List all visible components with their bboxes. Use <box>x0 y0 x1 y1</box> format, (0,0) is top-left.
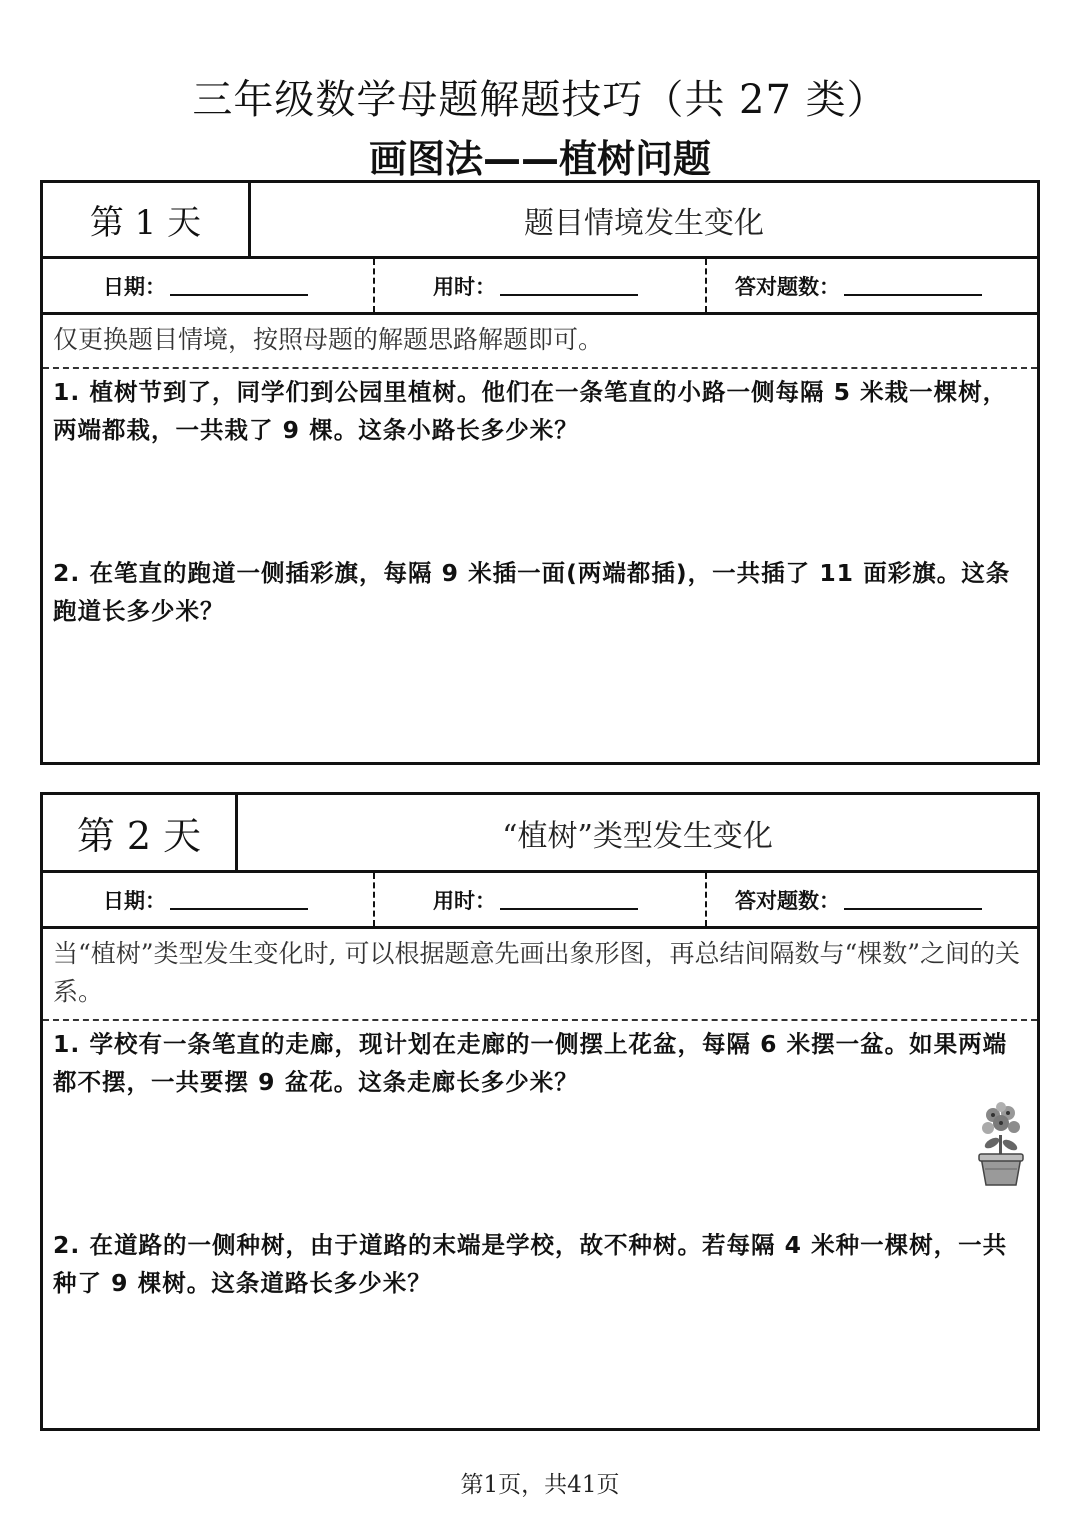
day-2-question-2: 2. 在道路的一侧种树，由于道路的末端是学校，故不种树。若每隔 4 米种一棵树，一共种了 9 棵树。这条道路长多少米？ <box>53 1231 1008 1297</box>
page-subtitle: 画图法——植树问题 <box>368 137 711 181</box>
day-1-question-1: 1. 植树节到了，同学们到公园里植树。他们在一条笔直的小路一侧每隔 5 米栽一棵树，两端都栽，一共栽了 9 棵。这条小路长多少米？ <box>53 378 1008 444</box>
day-2-hint: 当“植树”类型发生变化时, 可以根据题意先画出象形图，再总结间隔数与“棵数”之间的关系。 <box>43 929 1037 1021</box>
flower-pot-icon <box>975 1101 1027 1187</box>
correct-blank[interactable] <box>844 890 982 910</box>
day-1-time-field[interactable] <box>375 259 707 312</box>
day-1-header <box>43 183 1037 259</box>
correct-label: 答对题数： <box>735 274 840 299</box>
time-label: 用时： <box>433 274 496 299</box>
correct-label: 答对题数： <box>735 888 840 913</box>
day-2-label: 第 2 天 <box>43 795 238 870</box>
day-2-time-field[interactable] <box>375 873 707 926</box>
day-2-section <box>40 792 1040 1431</box>
day-2-date-field[interactable] <box>43 873 375 926</box>
time-blank[interactable] <box>500 890 638 910</box>
day-2-topic: “植树”类型发生变化 <box>502 818 773 854</box>
date-blank[interactable] <box>170 890 308 910</box>
date-label: 日期： <box>103 274 166 299</box>
day-2-correct-field[interactable] <box>707 873 1037 926</box>
day-1-date-field[interactable] <box>43 259 375 312</box>
day-1-hint: 仅更换题目情境，按照母题的解题思路解题即可。 <box>43 315 1037 369</box>
day-1-correct-field[interactable] <box>707 259 1037 312</box>
day-2-question-1: 1. 学校有一条笔直的走廊，现计划在走廊的一侧摆上花盆，每隔 6 米摆一盆。如果两端都不摆，一共要摆 9 盆花。这条走廊长多少米？ <box>53 1030 1008 1096</box>
page-title: 三年级数学母题解题技巧（共 27 类） <box>192 77 888 123</box>
day-2-question-1-wrapper <box>43 1021 1037 1226</box>
day-2-header <box>43 795 1037 873</box>
page-footer: 第1页，共41页 <box>460 1472 620 1498</box>
day-1-topic: 题目情境发生变化 <box>524 205 764 241</box>
day-1-question-2: 2. 在笔直的跑道一侧插彩旗，每隔 9 米插一面(两端都插)，一共插了 11 面彩旗。这条跑道长多少米？ <box>53 559 1011 625</box>
date-label: 日期： <box>103 888 166 913</box>
time-label: 用时： <box>433 888 496 913</box>
correct-blank[interactable] <box>844 276 982 296</box>
day-1-section <box>40 180 1040 765</box>
time-blank[interactable] <box>500 276 638 296</box>
day-1-label: 第 1 天 <box>43 183 251 256</box>
date-blank[interactable] <box>170 276 308 296</box>
day-2-record-row <box>43 873 1037 929</box>
day-1-record-row <box>43 259 1037 315</box>
